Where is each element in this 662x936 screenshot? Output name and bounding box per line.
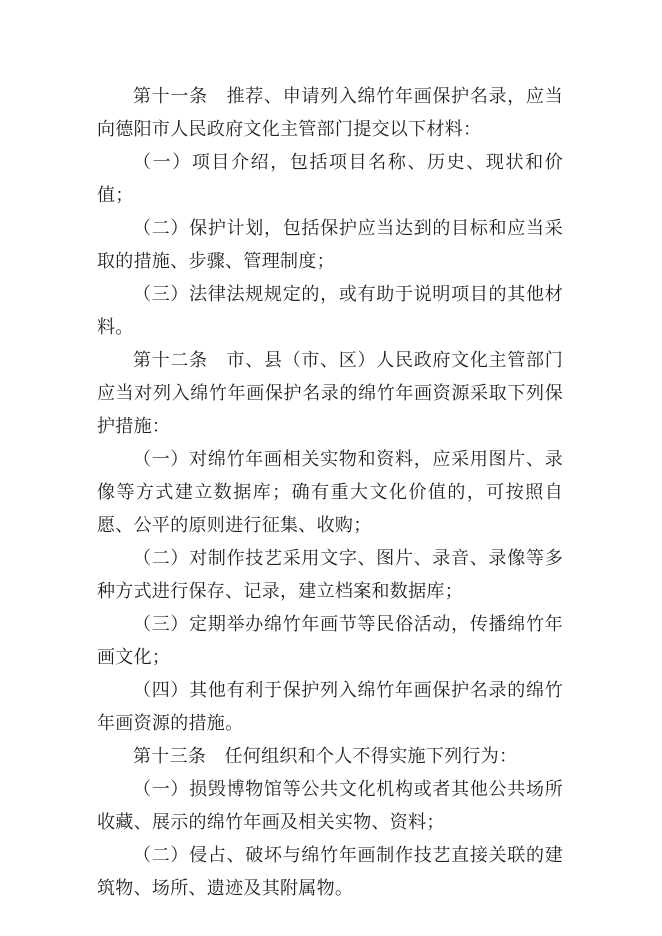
paragraph-article-13-item-2: （二）侵占、破坏与绵竹年画制作技艺直接关联的建筑物、场所、遗迹及其附属物。: [97, 845, 563, 898]
paragraph-article-11-item-2: （二）保护计划，包括保护应当达到的目标和应当采取的措施、步骤、管理制度；: [97, 218, 563, 271]
paragraph-article-12-item-2: （二）对制作技艺采用文字、图片、录音、录像等多种方式进行保存、记录，建立档案和数据库；: [97, 548, 563, 601]
document-body: [97, 80, 563, 905]
paragraph-article-11: 第十一条 推荐、申请列入绵竹年画保护名录，应当向德阳市人民政府文化主管部门提交以下材料：: [97, 86, 563, 139]
paragraph-article-12-item-1: （一）对绵竹年画相关实物和资料，应采用图片、录像等方式建立数据库；确有重大文化价值的，可按照自愿、公平的原则进行征集、收购；: [97, 449, 563, 535]
paragraph-article-11-item-1: （一）项目介绍，包括项目名称、历史、现状和价值；: [97, 152, 563, 205]
paragraph-article-12: 第十二条 市、县（市、区）人民政府文化主管部门应当对列入绵竹年画保护名录的绵竹年画资源采取下列保护措施：: [97, 350, 563, 436]
paragraph-article-12-item-4: （四）其他有利于保护列入绵竹年画保护名录的绵竹年画资源的措施。: [97, 680, 563, 733]
paragraph-article-12-item-3: （三）定期举办绵竹年画节等民俗活动，传播绵竹年画文化；: [97, 614, 563, 667]
paragraph-article-13: 第十三条 任何组织和个人不得实施下列行为：: [133, 746, 518, 766]
paragraph-article-11-item-3: （三）法律法规规定的，或有助于说明项目的其他材料。: [97, 284, 563, 337]
paragraph-article-13-item-1: （一）损毁博物馆等公共文化机构或者其他公共场所收藏、展示的绵竹年画及相关实物、资料；: [97, 779, 563, 832]
